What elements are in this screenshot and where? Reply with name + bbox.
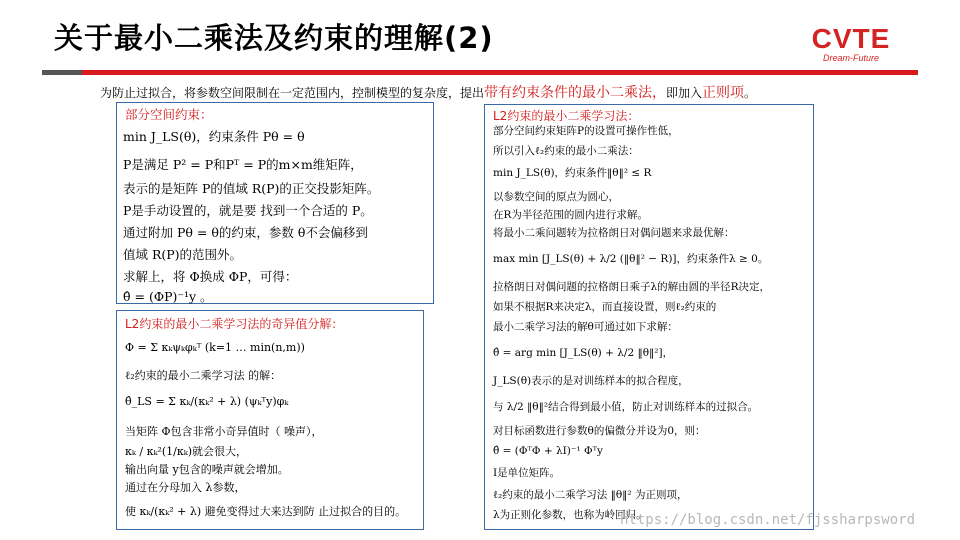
subspace-constraint-box <box>116 102 434 304</box>
l2-svd-box <box>116 310 424 530</box>
box2-line: θ̂_LS = Σ κₖ/(κₖ² + λ) (ψₖᵀy)φₖ <box>125 395 289 408</box>
page-title: 关于最小二乘法及约束的理解(2) <box>54 21 494 55</box>
box3-line: θ̂ = (ΦᵀΦ + λI)⁻¹ Φᵀy <box>493 445 603 457</box>
box3-line: 以参数空间的原点为圆心， <box>493 191 619 203</box>
header-divider-accent <box>42 70 82 75</box>
box1-line: P是手动设置的，就是要 找到一个合适的 P。 <box>123 203 373 218</box>
box3-line: max min [J_LS(θ) + λ/2 (‖θ‖² − R)]，约束条件λ ≥ 0。 <box>493 253 769 265</box>
box3-line: ℓ₂约束的最小二乘学习法 ‖θ‖² 为正则项， <box>493 489 688 501</box>
box2-line: 通过在分母加入 λ参数， <box>125 481 246 494</box>
box2-line: 当矩阵 Φ包含非常小奇异值时（ 噪声）， <box>125 425 323 438</box>
watermark: https://blog.csdn.net/fjssharpsword <box>620 512 916 528</box>
header-divider <box>42 70 918 75</box>
box1-line: 表示的是矩阵 P的值域 R(P)的正交投影矩阵。 <box>123 181 380 196</box>
box2-line: ℓ₂约束的最小二乘学习法 的解： <box>125 369 282 382</box>
l2-least-squares-box <box>484 104 814 530</box>
box3-line: J_LS(θ)表示的是对训练样本的拟合程度， <box>493 375 689 387</box>
box3-line: min J_LS(θ)，约束条件‖θ‖² ≤ R <box>493 167 652 179</box>
box3-line: 与 λ/2 ‖θ‖²结合得到最小值，防止对训练样本的过拟合。 <box>493 401 759 413</box>
box1-line: 值域 R(P)的范围外。 <box>123 247 243 262</box>
box3-heading: L2约束的最小二乘学习法： <box>493 109 640 123</box>
box2-line: Φ = Σ κₖψₖφₖᵀ (k=1 … min(n,m)) <box>125 341 305 354</box>
box1-line: θ̂ = (ΦP)⁻¹y 。 <box>123 289 213 304</box>
box1-line: 通过附加 Pθ = θ的约束，参数 θ不会偏移到 <box>123 225 368 240</box>
box2-line: κₖ / κₖ²(1/κₖ)就会很大， <box>125 445 248 458</box>
intro-middle: 即加入 <box>666 86 703 100</box>
brand-logo <box>806 23 896 63</box>
box3-line: 将最小二乘问题转为拉格朗日对偶问题来求最优解： <box>493 227 735 239</box>
box2-heading: L2约束的最小二乘学习法的奇异值分解： <box>125 317 344 331</box>
box3-line: λ为正则化参数，也称为岭回归。 <box>493 509 647 521</box>
box1-line: min J_LS(θ)，约束条件 Pθ = θ <box>123 129 305 144</box>
box1-line: 求解上，将 Φ换成 ΦP，可得： <box>123 269 298 284</box>
box3-line: 如果不根据R来决定λ，而直接设置，则ℓ₂约束的 <box>493 301 717 313</box>
box3-line: 对目标函数进行参数θ的偏微分并设为0，则： <box>493 425 706 437</box>
box3-line: I是单位矩阵。 <box>493 467 561 479</box>
logo-tagline: Dream-Future <box>822 53 879 63</box>
box3-line: 部分空间约束矩阵P的设置可操作性低， <box>493 125 679 137</box>
box3-line: 所以引入ℓ₂约束的最小二乘法： <box>493 145 639 157</box>
intro-highlight-2: 正则项 <box>702 85 745 101</box>
intro-suffix: 。 <box>744 86 757 100</box>
intro-text <box>100 82 756 102</box>
intro-highlight-1: 带有约束条件的最小二乘法， <box>484 85 667 101</box>
box3-line: θ̂ = arg min [J_LS(θ) + λ/2 ‖θ‖²]， <box>493 347 674 359</box>
intro-prefix: 为防止过拟合，将参数空间限制在一定范围内，控制模型的复杂度，提出 <box>100 86 485 100</box>
box2-line: 输出向量 y包含的噪声就会增加。 <box>125 463 289 476</box>
box1-line: P是满足 P² = P和Pᵀ = P的m×m维矩阵， <box>123 157 363 172</box>
box3-line: 拉格朗日对偶问题的拉格朗日乘子λ的解由圆的半径R决定， <box>493 281 771 293</box>
box3-line: 最小二乘学习法的解θ可通过如下求解： <box>493 321 678 333</box>
box1-heading: 部分空间约束： <box>125 107 213 122</box>
box3-line: 在R为半径范围的圆内进行求解。 <box>493 209 648 221</box>
box2-line: 使 κₖ/(κₖ² + λ) 避免变得过大来达到防 止过拟合的目的。 <box>125 505 407 518</box>
logo-brand: CVTE <box>811 23 891 54</box>
